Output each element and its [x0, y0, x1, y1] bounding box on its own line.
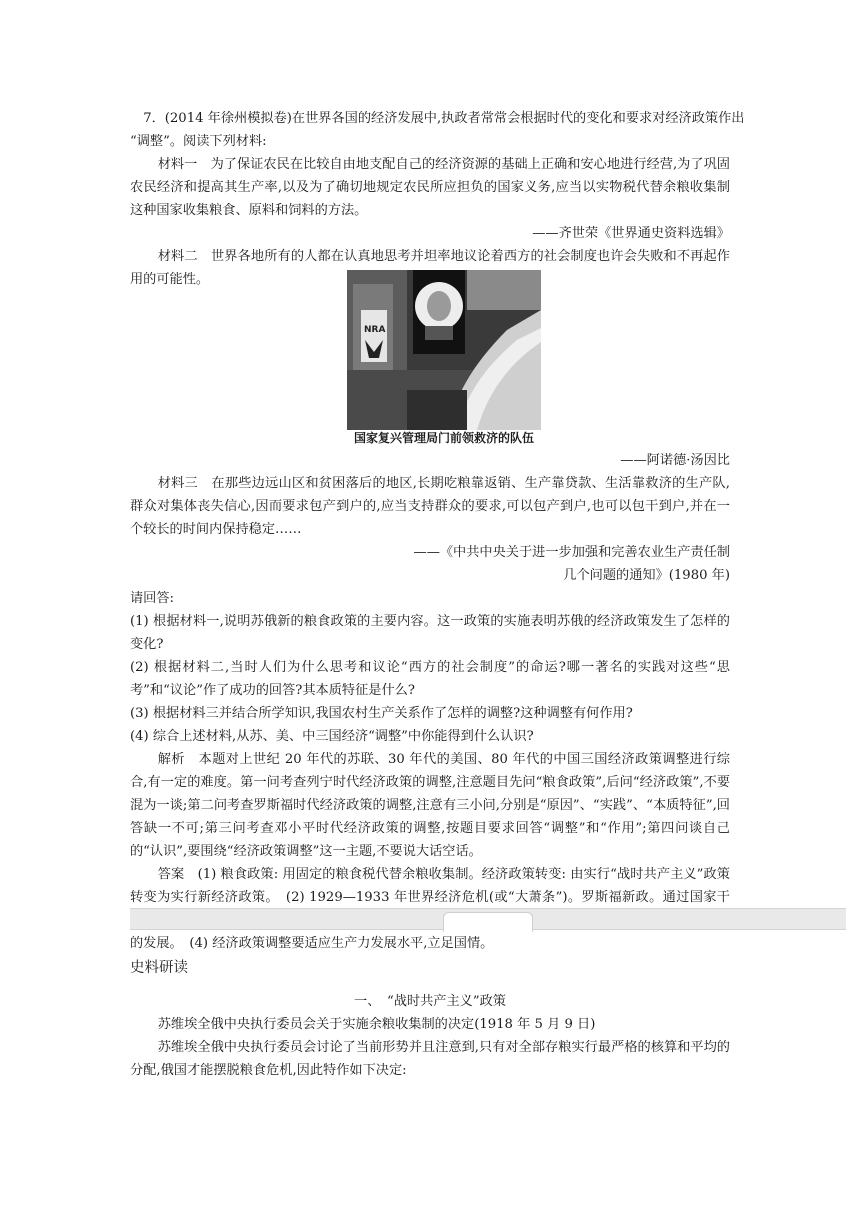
material-3-source: ——《中共中央关于进一步加强和完善农业生产责任制	[413, 545, 730, 560]
sub-question-1: (1) 根据材料一,说明苏俄新的粮食政策的主要内容。这一政策的实施表明苏俄的经济政策发生了怎样的变化?	[130, 614, 730, 652]
sub-question-4: (4) 综合上述材料,从苏、美、中三国经济“调整”中你能得到什么认识?	[130, 729, 534, 744]
analysis: 解析 本题对上世纪 20 年代的苏联、30 年代的美国、80 年代的中国三国经济政策调整进行综合,有一定的难度。第一问考查列宁时代经济政策的调整,注意题目先问“粮食政策”,后问“经济政策”,不要混为一谈;第二问考查罗斯福时代经济政策的调整,注意有三小问,分别是“原因”、“实践”、“本质特征”,回答缺一不可;第三问考查邓小平时代经济政策的调整,按题目要求回答“调整”和“作用”;第四问谈自己的“认识”,要围绕“经济政策调整”这一主题,不要说大话空话。	[130, 752, 730, 859]
section-title: 史料研读	[130, 960, 188, 976]
material-3-source-cont: 几个问题的通知》(1980 年)	[563, 568, 730, 583]
material-2-source: ——阿诺德·汤因比	[620, 453, 730, 468]
sub-question-2: (2) 根据材料二,当时人们为什么思考和议论“西方的社会制度”的命运?哪一著名的实践对这些“思考”和“议论”作了成功的回答?其本质特征是什么?	[130, 660, 730, 698]
reading-heading: 一、 “战时共产主义”政策	[354, 994, 506, 1009]
nra-relief-line-photo	[347, 270, 541, 430]
material-2: 材料二 世界各地所有的人都在认真地思考并坦率地议论着西方的社会制度也许会失败和不再起作用的可能性。	[130, 249, 730, 287]
question-stem: 7．(2014 年徐州模拟卷)在世界各国的经济发展中,执政者常常会根据时代的变化和要求对经济政策作出	[143, 111, 745, 126]
material-1: 材料一 为了保证农民在比较自由地支配自己的经济资源的基础上正确和安心地进行经营,为了巩固农民经济和提高其生产率,以及为了确切地规定农民所应担负的国家义务,应当以实物税代替余粮收集制这种国家收集粮食、原料和饲料的方法。	[130, 157, 730, 218]
photo-illustration	[347, 270, 541, 430]
question-block-2	[130, 449, 730, 955]
svg-text:NRA: NRA	[364, 325, 386, 335]
section-divider	[130, 908, 846, 930]
reading-block	[130, 990, 730, 1082]
question-stem-cont: “调整”。阅读下列材料:	[130, 134, 267, 149]
material-3: 材料三 在那些边远山区和贫困落后的地区,长期吃粮靠返销、生产靠贷款、生活靠救济的生产队,群众对集体丧失信心,因而要求包产到户的,应当支持群众的要求,可以包产到户,也可以包干到户,并在一个较长的时间内保持稳定……	[130, 476, 730, 537]
sub-question-3: (3) 根据材料三并结合所学知识,我国农村生产关系作了怎样的调整?这种调整有何作用?	[130, 706, 633, 721]
reading-doc-title: 苏维埃全俄中央执行委员会关于实施余粮收集制的决定(1918 年 5 月 9 日)	[157, 1017, 596, 1032]
figure-caption: 国家复兴管理局门前领救济的队伍	[353, 431, 534, 445]
question-block	[130, 107, 745, 291]
answer: 答案 (1) 粮食政策: 用固定的粮食税代替余粮收集制。经济政策转变: 由实行“战时共产主义”政策转变为实行新经济政策。 (2) 1929—1933 年世界经济危机(或“大萧条”)。罗斯福新政。通过国家干 的发展。 (4) 经济政策调整要适应生产力发展水平,立足国情。	[130, 867, 730, 951]
reading-doc-text: 苏维埃全俄中央执行委员会讨论了当前形势并且注意到,只有对全部存粮实行最严格的核算和平均的分配,俄国才能摆脱粮食危机,因此特作如下决定:	[130, 1040, 730, 1078]
answer-prompt: 请回答:	[130, 591, 175, 606]
divider-tab	[443, 912, 533, 932]
material-1-source: ——齐世荣《世界通史资料选辑》	[532, 226, 730, 241]
